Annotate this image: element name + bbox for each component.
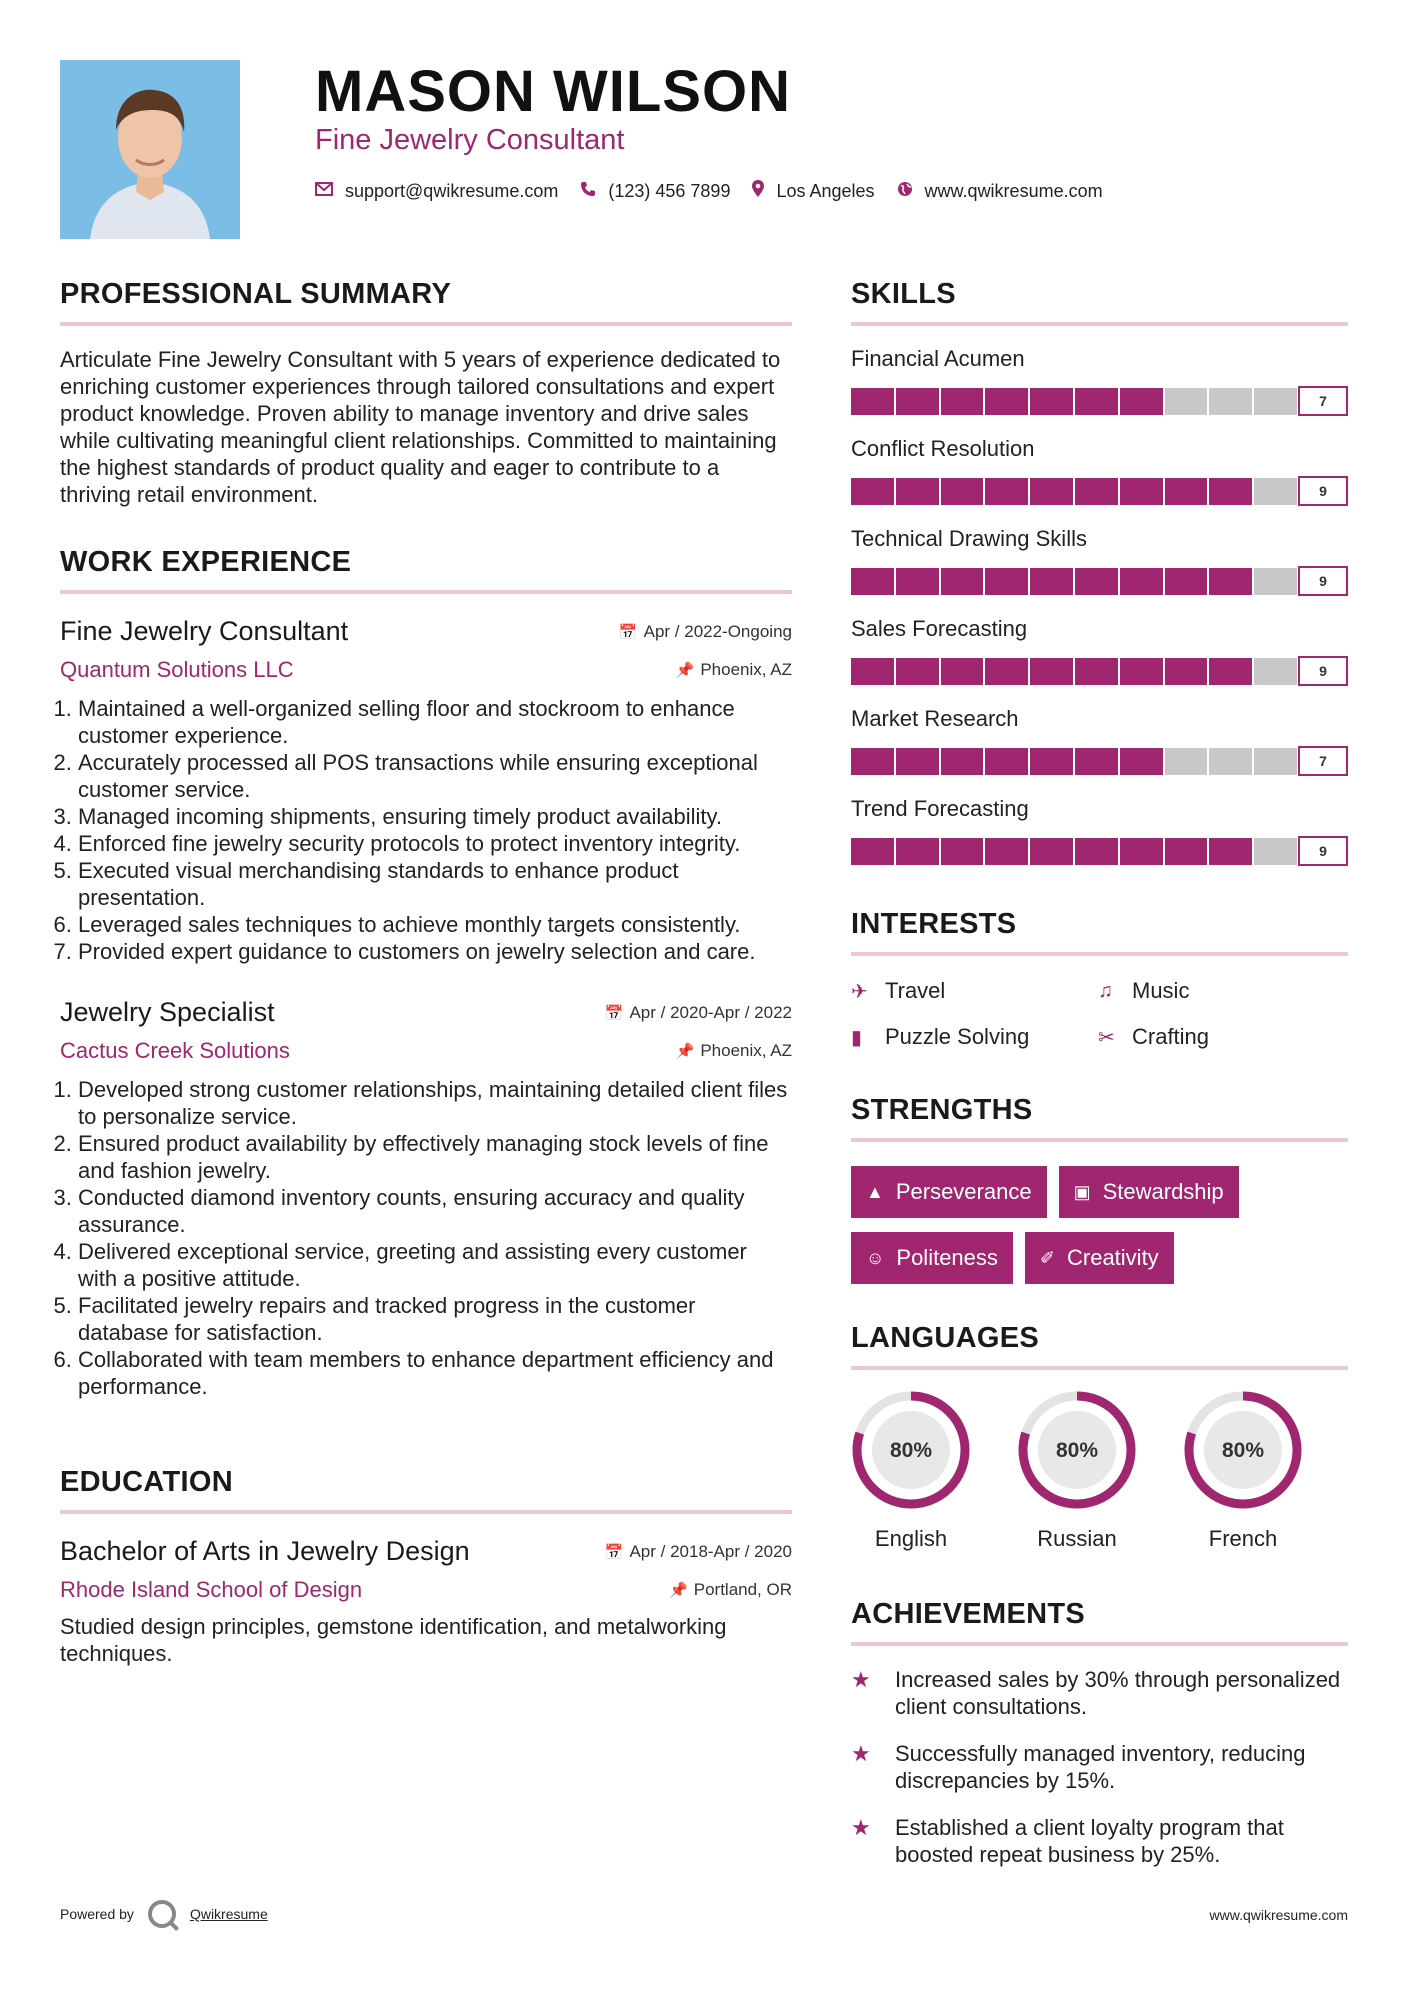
section-divider — [851, 322, 1348, 326]
strength-label: Perseverance — [895, 1179, 1032, 1204]
achievement-text: Increased sales by 30% through personalized client consultations. — [895, 1667, 1341, 1719]
skill-segments — [851, 478, 1297, 505]
music-icon: ♫ — [1098, 979, 1113, 1002]
language-name: Russian — [1037, 1526, 1117, 1551]
skill-segment-filled — [851, 388, 894, 415]
job-bullets — [60, 695, 792, 965]
interest-item — [851, 978, 1098, 1004]
contact-email-text: support@qwikresume.com — [345, 180, 559, 201]
skill-segment-filled — [1075, 388, 1118, 415]
language-item — [1017, 1390, 1137, 1552]
skill-segment-filled — [1030, 388, 1073, 415]
skill-segment-filled — [985, 388, 1028, 415]
job-bullet: 1. Developed strong customer relationships, maintaining detailed client files to personalize service. — [78, 1076, 792, 1130]
skill-name: Conflict Resolution — [851, 436, 1035, 461]
skill-item — [851, 796, 1348, 866]
strength-label: Politeness — [896, 1245, 998, 1270]
skill-segment-filled — [941, 568, 984, 595]
interest-label: Crafting — [1132, 1024, 1210, 1049]
skills-list — [851, 346, 1348, 866]
skill-segment-filled — [851, 838, 894, 865]
briefcase-icon: ▣ — [1073, 1181, 1091, 1202]
skill-name: Trend Forecasting — [851, 796, 1029, 821]
pin-icon: 📌 — [675, 1043, 695, 1060]
map-pin-icon — [752, 180, 764, 202]
skill-bar — [851, 566, 1348, 596]
achievement-item — [851, 1666, 1348, 1720]
skill-score: 9 — [1298, 656, 1348, 686]
job-bullet: 5. Facilitated jewelry repairs and tracked progress in the customer database for satisfaction. — [78, 1292, 792, 1346]
job-date-text: Apr / 2020-Apr / 2022 — [629, 1003, 792, 1022]
skill-segment-filled — [1120, 838, 1163, 865]
skill-segment-empty — [1209, 388, 1252, 415]
skill-segment-filled — [1165, 478, 1208, 505]
skill-segment-filled — [1075, 478, 1118, 505]
footer-website[interactable]: www.qwikresume.com — [1209, 1907, 1348, 1923]
job-company: Quantum Solutions LLC — [60, 657, 294, 682]
interest-item — [1098, 1024, 1348, 1050]
job-bullet: 2. Ensured product availability by effectively managing stock levels of fine and fashion jewelry. — [78, 1130, 792, 1184]
skill-score: 9 — [1298, 566, 1348, 596]
section-divider — [60, 1510, 792, 1514]
strengths-list — [851, 1166, 1348, 1284]
interest-label: Puzzle Solving — [885, 1024, 1030, 1049]
skill-item — [851, 526, 1348, 596]
skill-segment-empty — [1165, 748, 1208, 775]
skill-segment-empty — [1209, 748, 1252, 775]
education-entry — [60, 1536, 792, 1667]
job-bullet: 6. Leveraged sales techniques to achieve monthly targets consistently. — [78, 911, 792, 938]
interest-label: Travel — [885, 978, 946, 1003]
skill-segment-empty — [1254, 478, 1297, 505]
strength-tag — [1059, 1166, 1239, 1218]
contact-phone-text: (123) 456 7899 — [608, 180, 731, 201]
language-percent: 80% — [1221, 1439, 1265, 1462]
skill-segment-empty — [1254, 748, 1297, 775]
achievement-text: Successfully managed inventory, reducing discrepancies by 15%. — [895, 1741, 1306, 1793]
calendar-icon: 📅 — [604, 1005, 624, 1022]
section-divider — [60, 590, 792, 594]
job-bullet: 6. Collaborated with team members to enhance department efficiency and performance. — [78, 1346, 792, 1400]
contact-location — [752, 180, 874, 202]
education-location — [669, 1580, 792, 1600]
contact-location-text: Los Angeles — [776, 180, 875, 201]
interest-label: Music — [1132, 978, 1190, 1003]
skill-segment-filled — [1120, 748, 1163, 775]
job-date-text: Apr / 2022-Ongoing — [643, 622, 792, 641]
skill-bar — [851, 746, 1348, 776]
job-bullet: 3. Conducted diamond inventory counts, ensuring accuracy and quality assurance. — [78, 1184, 792, 1238]
envelope-icon — [315, 182, 333, 201]
job-location — [676, 1041, 792, 1061]
language-item — [851, 1390, 971, 1552]
powered-by-text: Powered by — [60, 1906, 134, 1922]
education-description: Studied design principles, gemstone identification, and metalworking techniques. — [60, 1614, 727, 1666]
interest-item — [1098, 978, 1348, 1004]
globe-icon — [897, 181, 913, 202]
job-title: Fine Jewelry Consultant — [60, 616, 349, 646]
job-location-text: Phoenix, AZ — [700, 1041, 792, 1060]
scissors-icon: ✂ — [1098, 1026, 1115, 1049]
summary-text: Articulate Fine Jewelry Consultant with 5 years of experience dedicated to enriching customer experiences through tailored consultations and expert product knowledge. Proven ability to manage inventory and drive sales while cultivating meaningful client relationships. Committed to maintaining the highest standards of product quality and eager to contribute to a thriving retail environment. — [60, 347, 781, 507]
experience-heading: WORK EXPERIENCE — [60, 546, 352, 578]
languages-heading: LANGUAGES — [851, 1322, 1039, 1354]
job-bullet: 3. Managed incoming shipments, ensuring timely product availability. — [78, 803, 792, 830]
language-ring — [1183, 1390, 1303, 1510]
skill-score: 9 — [1298, 476, 1348, 506]
summary-section — [60, 278, 792, 508]
skill-item — [851, 616, 1348, 686]
section-divider — [851, 952, 1348, 956]
education-date — [605, 1542, 792, 1562]
profile-photo — [60, 60, 240, 239]
skill-item — [851, 706, 1348, 776]
skill-segment-filled — [851, 478, 894, 505]
achievement-item — [851, 1814, 1348, 1868]
summary-heading: PROFESSIONAL SUMMARY — [60, 278, 452, 310]
education-heading: EDUCATION — [60, 1466, 233, 1498]
skill-segment-filled — [1165, 838, 1208, 865]
achievements-section — [851, 1598, 1348, 1868]
skill-bar — [851, 656, 1348, 686]
interests-section — [851, 908, 1348, 1050]
star-icon: ★ — [851, 1667, 871, 1692]
skill-bar — [851, 476, 1348, 506]
job-bullet: 5. Executed visual merchandising standards to enhance product presentation. — [78, 857, 792, 911]
strengths-heading: STRENGTHS — [851, 1094, 1033, 1126]
section-divider — [60, 322, 792, 326]
section-divider — [851, 1642, 1348, 1646]
skill-segment-filled — [896, 658, 939, 685]
skill-segment-filled — [851, 748, 894, 775]
section-divider — [851, 1366, 1348, 1370]
skill-segment-filled — [896, 568, 939, 595]
language-percent: 80% — [889, 1439, 933, 1462]
qwikresume-logo-icon — [148, 1900, 176, 1928]
skill-score: 7 — [1298, 746, 1348, 776]
skill-segment-empty — [1165, 388, 1208, 415]
achievement-item — [851, 1740, 1348, 1794]
contact-phone[interactable] — [580, 181, 730, 202]
language-ring — [1017, 1390, 1137, 1510]
strength-label: Stewardship — [1102, 1179, 1224, 1204]
footer-powered-by — [60, 1900, 268, 1928]
experience-section — [60, 546, 792, 1400]
language-name: English — [874, 1526, 948, 1551]
skill-segment-filled — [1120, 568, 1163, 595]
right-column — [851, 278, 1348, 1868]
skill-segment-filled — [1075, 748, 1118, 775]
interests-list — [851, 978, 1348, 1050]
skill-segment-filled — [1120, 658, 1163, 685]
skill-segment-filled — [1075, 838, 1118, 865]
languages-section — [851, 1322, 1348, 1552]
strength-tag — [1025, 1232, 1174, 1284]
smile-icon: ☺ — [866, 1247, 885, 1268]
contact-website[interactable] — [897, 181, 1103, 202]
contact-email[interactable] — [315, 181, 558, 202]
skill-segment-filled — [896, 478, 939, 505]
job-bullets — [60, 1076, 792, 1400]
school-name: Rhode Island School of Design — [60, 1577, 363, 1602]
achievement-text: Established a client loyalty program that boosted repeat business by 25%. — [895, 1815, 1284, 1867]
section-divider — [851, 1138, 1348, 1142]
road-icon: ▲ — [866, 1181, 884, 1202]
job-date — [619, 622, 792, 642]
skill-segment-filled — [941, 388, 984, 415]
strength-tag — [851, 1166, 1047, 1218]
job-bullet: 1. Maintained a well-organized selling floor and stockroom to enhance customer experience. — [78, 695, 792, 749]
job-entry — [60, 616, 792, 965]
skill-segment-filled — [985, 478, 1028, 505]
skill-segment-filled — [1209, 478, 1252, 505]
skill-segment-filled — [1120, 388, 1163, 415]
education-section — [60, 1466, 792, 1667]
brand-link[interactable]: Qwikresume — [189, 1906, 268, 1922]
skill-segment-filled — [1120, 478, 1163, 505]
job-entry — [60, 997, 792, 1400]
skill-segment-filled — [896, 748, 939, 775]
skill-item — [851, 346, 1348, 416]
skill-score: 9 — [1298, 836, 1348, 866]
interest-item — [851, 1024, 1098, 1050]
job-title: Jewelry Specialist — [60, 997, 275, 1027]
skill-segments — [851, 748, 1297, 775]
skill-segment-empty — [1254, 388, 1297, 415]
contact-bar — [315, 180, 1125, 202]
skill-segment-empty — [1254, 838, 1297, 865]
skill-segment-filled — [1209, 658, 1252, 685]
plane-icon: ✈ — [851, 980, 868, 1003]
skill-segment-filled — [1165, 658, 1208, 685]
left-column — [60, 278, 792, 1667]
job-date — [605, 1003, 792, 1023]
education-location-text: Portland, OR — [693, 1580, 792, 1599]
job-bullet: 7. Provided expert guidance to customers on jewelry selection and care. — [78, 938, 792, 965]
brush-icon: ✐ — [1039, 1247, 1055, 1268]
contact-website-text: www.qwikresume.com — [924, 180, 1103, 201]
skill-segments — [851, 658, 1297, 685]
language-ring — [851, 1390, 971, 1510]
language-name: French — [1208, 1526, 1278, 1551]
skill-segment-filled — [985, 568, 1028, 595]
skill-segments — [851, 568, 1297, 595]
job-bullet: 4. Delivered exceptional service, greeting and assisting every customer with a positive attitude. — [78, 1238, 792, 1292]
skill-segment-empty — [1254, 658, 1297, 685]
strength-tag — [851, 1232, 1013, 1284]
skill-segment-filled — [896, 388, 939, 415]
languages-list — [851, 1390, 1348, 1552]
language-item — [1183, 1390, 1303, 1552]
skill-segment-filled — [941, 748, 984, 775]
skills-section — [851, 278, 1348, 866]
skill-segment-filled — [1165, 568, 1208, 595]
skill-segment-filled — [1030, 658, 1073, 685]
skill-name: Market Research — [851, 706, 1019, 731]
job-company: Cactus Creek Solutions — [60, 1038, 290, 1063]
skill-name: Sales Forecasting — [851, 616, 1028, 641]
pin-icon: 📌 — [675, 662, 695, 679]
education-date-text: Apr / 2018-Apr / 2020 — [629, 1542, 792, 1561]
interests-heading: INTERESTS — [851, 908, 1017, 940]
book-icon: ▮ — [851, 1026, 863, 1049]
strength-label: Creativity — [1067, 1245, 1159, 1270]
skill-segment-filled — [1209, 838, 1252, 865]
pin-icon: 📌 — [669, 1582, 688, 1599]
avatar — [60, 60, 240, 239]
skill-segment-filled — [1030, 838, 1073, 865]
skill-segment-filled — [1209, 568, 1252, 595]
job-bullet: 4. Enforced fine jewelry security protocols to protect inventory integrity. — [78, 830, 792, 857]
skill-segment-filled — [985, 658, 1028, 685]
skill-bar — [851, 386, 1348, 416]
skill-segment-filled — [1075, 658, 1118, 685]
skill-segment-filled — [1075, 568, 1118, 595]
skill-segment-filled — [985, 838, 1028, 865]
star-icon: ★ — [851, 1741, 871, 1766]
skill-bar — [851, 836, 1348, 866]
skill-segment-filled — [1030, 478, 1073, 505]
skill-segment-empty — [1254, 568, 1297, 595]
skill-name: Financial Acumen — [851, 346, 1025, 371]
achievements-heading: ACHIEVEMENTS — [851, 1598, 1086, 1630]
skill-segments — [851, 388, 1297, 415]
star-icon: ★ — [851, 1815, 871, 1840]
skill-segments — [851, 838, 1297, 865]
skill-segment-filled — [851, 658, 894, 685]
job-location-text: Phoenix, AZ — [700, 660, 792, 679]
skills-heading: SKILLS — [851, 278, 956, 310]
language-percent: 80% — [1055, 1439, 1099, 1462]
job-bullet: 2. Accurately processed all POS transactions while ensuring exceptional customer service. — [78, 749, 792, 803]
strengths-section — [851, 1094, 1348, 1284]
skill-segment-filled — [851, 568, 894, 595]
skill-item — [851, 436, 1348, 506]
skill-segment-filled — [1030, 568, 1073, 595]
calendar-icon: 📅 — [604, 1544, 624, 1561]
skill-segment-filled — [941, 478, 984, 505]
skill-score: 7 — [1298, 386, 1348, 416]
skill-name: Technical Drawing Skills — [851, 526, 1087, 551]
skill-segment-filled — [941, 838, 984, 865]
skill-segment-filled — [941, 658, 984, 685]
calendar-icon: 📅 — [618, 624, 638, 641]
candidate-title: Fine Jewelry Consultant — [315, 124, 625, 156]
phone-icon — [580, 181, 596, 202]
degree-title: Bachelor of Arts in Jewelry Design — [60, 1536, 470, 1566]
skill-segment-filled — [985, 748, 1028, 775]
candidate-name: MASON WILSON — [315, 59, 791, 124]
job-location — [676, 660, 792, 680]
skill-segment-filled — [1030, 748, 1073, 775]
skill-segment-filled — [896, 838, 939, 865]
